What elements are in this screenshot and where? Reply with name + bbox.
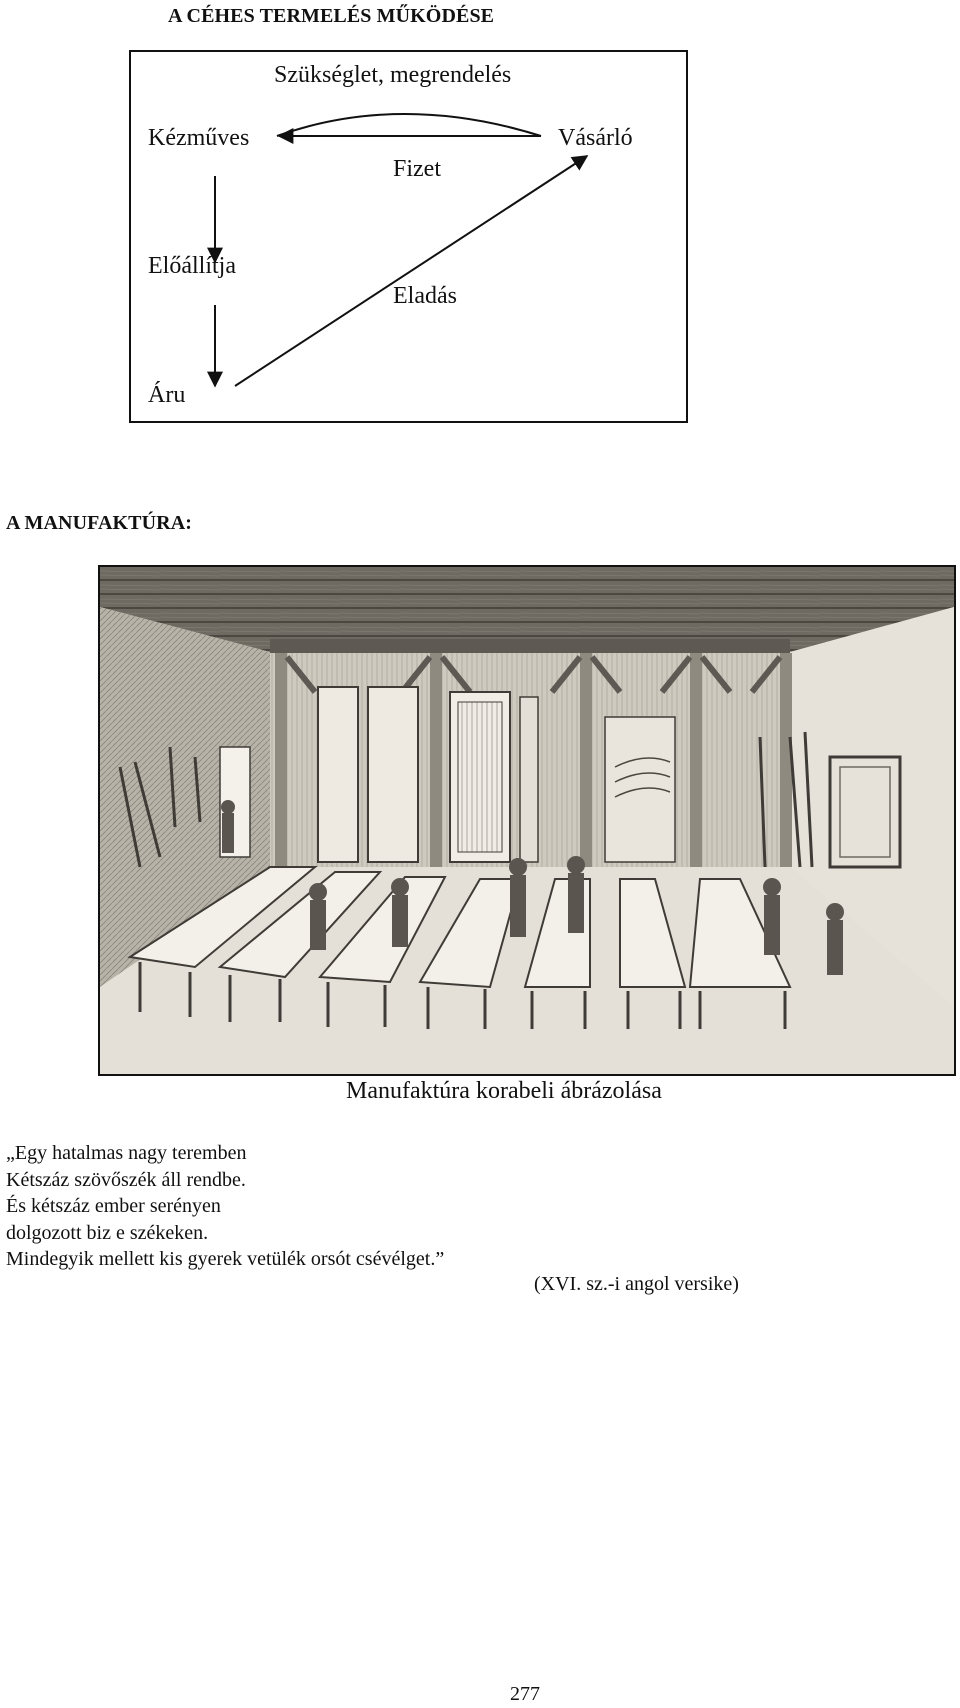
poem-line: És kétszáz ember serényen bbox=[6, 1195, 221, 1217]
guild-production-heading: A CÉHES TERMELÉS MŰKÖDÉSE bbox=[168, 5, 495, 27]
workshop-engraving bbox=[98, 565, 956, 1076]
manufacture-heading: A MANUFAKTÚRA: bbox=[6, 512, 193, 534]
sale-arrow bbox=[235, 156, 587, 386]
label-goods: Áru bbox=[148, 382, 186, 408]
guild-flow-diagram bbox=[129, 50, 688, 423]
label-produces: Előállítja bbox=[148, 253, 236, 279]
label-craftsman: Kézműves bbox=[148, 125, 250, 151]
need-order-arc bbox=[277, 114, 541, 136]
label-pays: Fizet bbox=[393, 156, 441, 182]
poem-line: dolgozott biz e székeken. bbox=[6, 1221, 209, 1244]
page-number: 277 bbox=[510, 1683, 540, 1705]
workshop-engraving-drawing bbox=[100, 567, 954, 1074]
poem-line: Mindegyik mellett kis gyerek vetülék orsót csévélget.” bbox=[6, 1248, 445, 1270]
poem-line: Kétszáz szövőszék áll rendbe. bbox=[6, 1168, 246, 1191]
label-buyer: Vásárló bbox=[558, 125, 633, 151]
poem-attribution: (XVI. sz.-i angol versike) bbox=[534, 1273, 739, 1295]
poem bbox=[6, 1140, 444, 1273]
label-sale: Eladás bbox=[393, 283, 457, 309]
label-needs-order: Szükséglet, megrendelés bbox=[274, 62, 512, 88]
illustration-caption: Manufaktúra korabeli ábrázolása bbox=[346, 1078, 662, 1104]
diagram-arrows bbox=[131, 52, 690, 425]
poem-line: „Egy hatalmas nagy teremben bbox=[6, 1142, 247, 1164]
